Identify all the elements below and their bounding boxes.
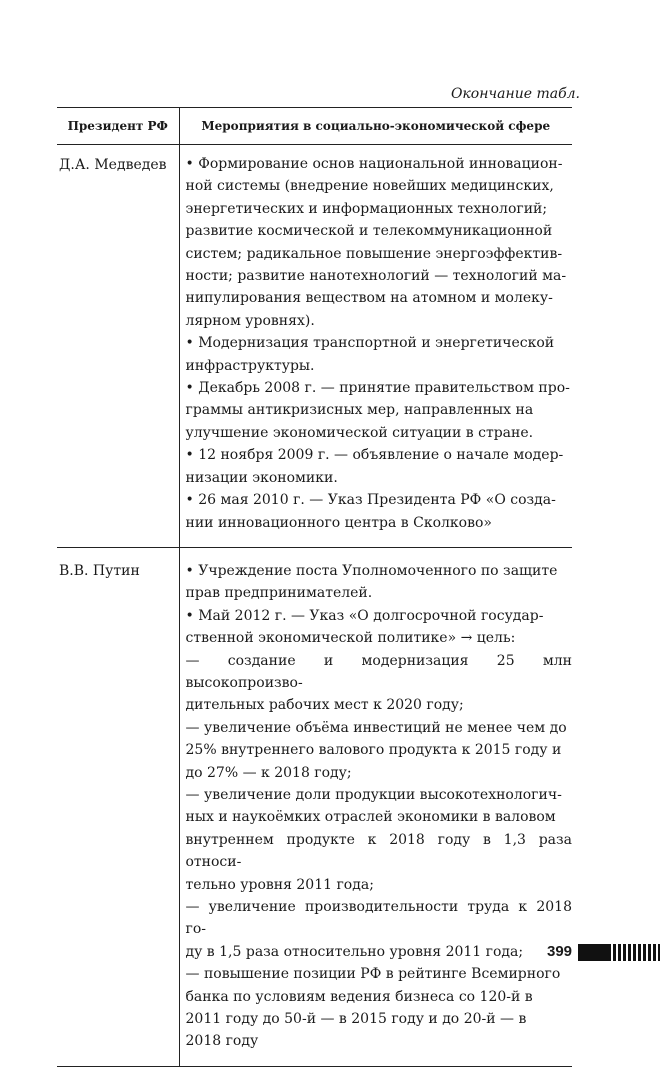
- president-name: Д.А. Медведев: [57, 145, 179, 548]
- text-line: улучшение экономической ситуации в стране.: [185, 424, 534, 441]
- page-number: 399: [547, 943, 573, 960]
- page-edge-marker-stripes: [608, 944, 660, 961]
- text-line: ных и наукоёмких отраслей экономики в валовом: [185, 809, 556, 826]
- text-line: дительных рабочих мест к 2020 году;: [185, 697, 464, 714]
- text-line: • 12 ноября 2009 г. — объявление о начале модер-: [185, 447, 564, 464]
- text-line: — создание и модернизация 25 млн высокопроизво-: [185, 652, 572, 691]
- text-line: 2011 году до 50-й — в 2015 году и до 20-й — в: [185, 1011, 527, 1028]
- header-measures: Мероприятия в социально-экономической сфере: [179, 108, 572, 145]
- text-line: 2018 году: [185, 1033, 259, 1050]
- continuation-label: Окончание табл.: [450, 86, 580, 102]
- text-line: ности; развитие нанотехнологий — технологий ма-: [185, 268, 567, 285]
- text-line: • Учреждение поста Уполномоченного по защите: [185, 562, 558, 579]
- text-line: • Формирование основ национальной инновацион-: [185, 156, 563, 172]
- text-line: банка по условиям ведения бизнеса со 120-й в: [185, 988, 533, 1005]
- table-row: [57, 145, 572, 548]
- text-line: инфраструктуры.: [185, 357, 315, 374]
- table-row: [57, 547, 572, 1066]
- text-line: — повышение позиции РФ в рейтинге Всемирного: [185, 966, 561, 983]
- text-line: прав предпринимателей.: [185, 585, 373, 602]
- text-line: низации экономики.: [185, 469, 338, 486]
- text-line: систем; радикальное повышение энергоэффектив-: [185, 245, 563, 262]
- page-edge-marker: [578, 944, 660, 961]
- text-line: энергетических и информационных технологий;: [185, 200, 548, 217]
- text-line: — увеличение производительности труда к 2018 го-: [185, 899, 572, 938]
- header-president: Президент РФ: [57, 108, 179, 145]
- table-header-row: [57, 108, 572, 145]
- page-edge-marker-solid: [578, 944, 608, 961]
- text-line: — увеличение объёма инвестиций не менее чем до: [185, 719, 567, 736]
- text-line: нипулирования веществом на атомном и молеку-: [185, 290, 553, 307]
- text-line: 25% внутреннего валового продукта к 2015 году и: [185, 742, 562, 759]
- president-name: В.В. Путин: [57, 547, 179, 1066]
- text-line: • Модернизация транспортной и энергетической: [185, 335, 555, 352]
- text-line: развитие космической и телекоммуникационной: [185, 223, 553, 240]
- text-line: граммы антикризисных мер, направленных на: [185, 402, 534, 419]
- text-line: • Май 2012 г. — Указ «О долгосрочной государ-: [185, 607, 544, 624]
- text-line: ной системы (внедрение новейших медицинских,: [185, 178, 554, 195]
- text-line: • Декабрь 2008 г. — принятие правительством про-: [185, 380, 570, 397]
- measures-table: [57, 107, 572, 1067]
- text-line: • 26 мая 2010 г. — Указ Президента РФ «О созда-: [185, 492, 556, 509]
- text-line: лярном уровнях).: [185, 312, 315, 329]
- text-line: внутреннем продукте к 2018 году в 1,3 раза относи-: [185, 831, 572, 871]
- text-line: до 27% — к 2018 году;: [185, 764, 352, 781]
- measures-cell: [179, 547, 572, 1066]
- measures-cell: [179, 145, 572, 548]
- text-line: тельно уровня 2011 года;: [185, 876, 374, 893]
- text-line: — увеличение доли продукции высокотехнологич-: [185, 786, 562, 803]
- text-line: нии инновационного центра в Сколково»: [185, 514, 492, 531]
- text-line: ду в 1,5 раза относительно уровня 2011 года;: [185, 943, 524, 960]
- text-line: ственной экономической политике» → цель:: [185, 630, 516, 647]
